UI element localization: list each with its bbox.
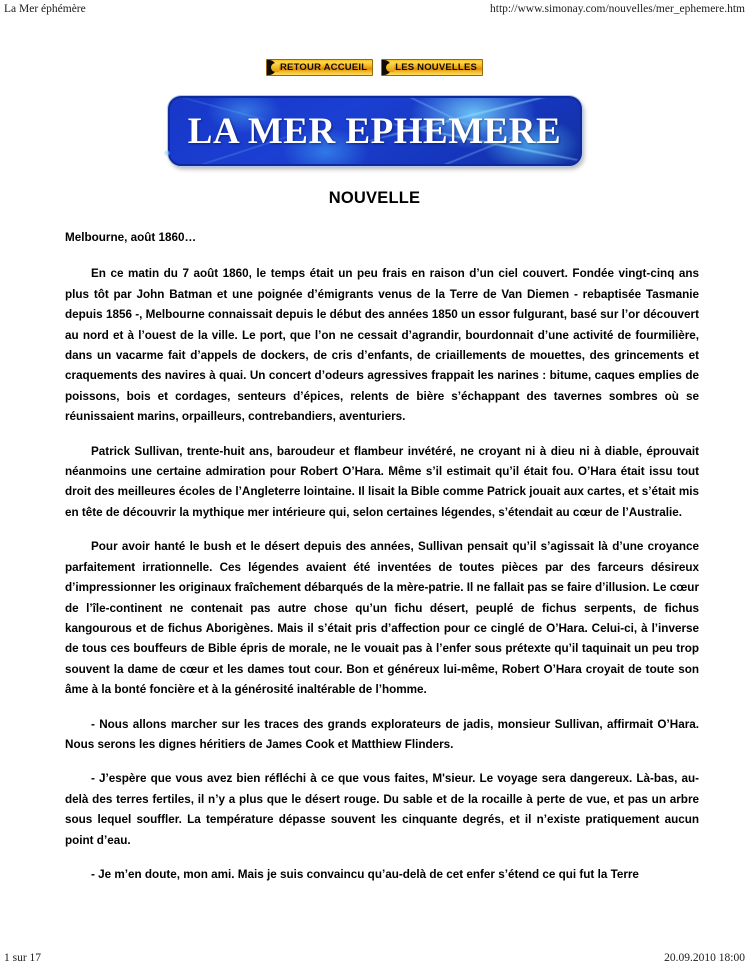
nav-button-les-nouvelles[interactable]: [381, 59, 483, 76]
article-paragraph: - Nous allons marcher sur les traces des grands explorateurs de jadis, monsieur Sullivan, affirmait O’Hara. Nous serons les dignes héritiers de James Cook et Matthiew Flinders.: [65, 717, 699, 751]
nav-button-retour-accueil-label: RETOUR ACCUEIL: [279, 62, 368, 73]
article-paragraph: Pour avoir hanté le bush et le désert depuis des années, Sullivan pensait qu’il s’agissait là d’une croyance parfaitement irrationnelle. Ces légendes avaient été inventées de toutes pièces par des farceurs désireux d’impressionner les originaux fraîchement débarqués de la mère-patrie. Il ne fallait pas se faire d’illusion. Le cœur de l’île-continent ne contenait pas autre chose qu’un fichu désert, peuplé de fichus serpents, de fichus kangourous et de fichus Aborigènes. Mais il s’était pris d’affection pour ce cinglé de O’Hara. Celui-ci, à l’inverse de tous ces bouffeurs de Bible épris de morale, ne le vouait pas à l’enfer sous prétexte qu’il taquinait un peu trop souvent la dame de cœur et les dames tout cour. Bon et généreux lui-même, Robert O’Hara croyait de toute son âme à la bonté foncière et à la générosité inaltérable de l’homme.: [65, 540, 699, 697]
site-banner-container: [0, 96, 749, 166]
page-title: NOUVELLE: [328, 189, 421, 207]
print-footer: [0, 952, 749, 968]
banner-title: LA MER EPHEMERE: [187, 110, 562, 152]
article-paragraph: Patrick Sullivan, trente-huit ans, baroudeur et flambeur invétéré, ne croyant ni à dieu ni à diable, éprouvait néanmoins une certaine admiration pour Robert O’Hara. Même s’il estimait qu’il était fou. O’Hara était issu tout droit des meilleures écoles de l’Angleterre lointaine. Il lisait la Bible comme Patrick jouait aux cartes, et s’était mis en tête de découvrir la mythique mer intérieure qui, selon certaines légendes, s’étendait au cœur de l’Australie.: [65, 444, 699, 519]
print-header-url: http://www.simonay.com/nouvelles/mer_ephemere.htm: [490, 3, 745, 15]
article-paragraph: - Je m’en doute, mon ami. Mais je suis convaincu qu’au-delà de cet enfer s’étend ce qui fut la Terre: [91, 867, 639, 881]
site-banner[interactable]: [168, 96, 582, 166]
print-footer-page: 1 sur 17: [4, 952, 42, 964]
print-header: [0, 3, 749, 19]
article-paragraph: En ce matin du 7 août 1860, le temps était un peu frais en raison d’un ciel couvert. Fondée vingt-cinq ans plus tôt par John Batman et une poignée d’émigrants venus de la Terre de Van Diemen - rebaptisée Tasmanie depuis 1856 -, Melbourne connaissait depuis le début des années 1850 un essor fulgurant, basé sur l’or découvert au nord et à l’ouest de la ville. Le port, que l’on ne cessait d’agrandir, bourdonnait d’une activité de fourmilière, dans un vacarme fait d’appels de dockers, de cris d’enfants, de criaillements de mouettes, des grincements et craquements des navires à quai. Un concert d’odeurs agressives frappait les narines : bitume, caques emplies de poissons, bois et cordages, senteurs d’épices, relents de bière s’échappant des tavernes sombres où se réunissaient marins, orpailleurs, contrebandiers, aventuriers.: [65, 267, 699, 424]
article-dateline: Melbourne, août 1860…: [65, 231, 197, 244]
banner-speck-icon: [164, 150, 170, 156]
print-footer-timestamp: 20.09.2010 18:00: [664, 952, 745, 964]
article-paragraph: - J’espère que vous avez bien réfléchi à ce que vous faites, M'sieur. Le voyage sera dangereux. Là-bas, au-delà des terres fertiles, il n’y a plus que le désert rouge. Du sable et de la rocaille à perte de vue, et pas un arbre sous lequel souffler. La température dépasse souvent les cinquante degrés, et il n’existe pratiquement aucun point d’eau.: [65, 772, 699, 847]
nav-button-retour-accueil[interactable]: [266, 59, 373, 76]
site-navigation: [0, 59, 749, 76]
print-header-title: La Mer éphémère: [4, 3, 86, 15]
nav-button-les-nouvelles-label: LES NOUVELLES: [395, 62, 478, 73]
article-body: [65, 228, 699, 899]
